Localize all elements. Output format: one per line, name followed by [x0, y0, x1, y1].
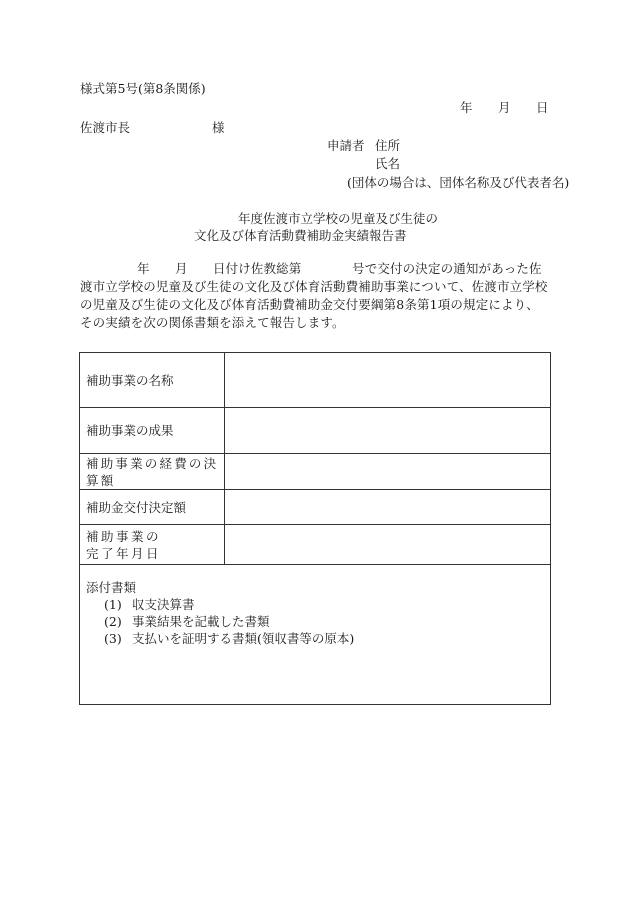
addressee: 佐渡市長	[80, 120, 131, 135]
date-day-label: 日	[536, 100, 549, 115]
row-label: 補助事業の経費の決算額	[80, 454, 225, 489]
row-label: 補助事業の成果	[80, 408, 225, 453]
attachment-number: (1)	[104, 597, 122, 612]
attachments-title: 添付書類	[86, 580, 137, 595]
table-row	[80, 408, 550, 454]
row-label: 補助事業の名称	[80, 353, 225, 407]
table-row	[80, 525, 550, 565]
title-line-1: 年度佐渡市立学校の児童及び生徒の	[238, 211, 439, 226]
form-number: 様式第5号(第8条関係)	[80, 81, 206, 96]
title-line-2: 文化及び体育活動費補助金実績報告書	[194, 228, 407, 243]
attachment-text: 支払いを証明する書類(領収書等の原本)	[132, 631, 355, 646]
list-item	[86, 613, 550, 630]
honorific: 様	[212, 120, 225, 135]
group-note: (団体の場合は、団体名称及び代表者名)	[347, 175, 570, 190]
attachment-text: 収支決算書	[132, 597, 195, 612]
row-value	[225, 454, 550, 489]
list-item	[86, 596, 550, 613]
applicant-label: 申請者	[327, 138, 365, 153]
attachment-number: (3)	[104, 631, 122, 646]
table-row	[80, 353, 550, 408]
name-label: 氏名	[375, 156, 401, 171]
row-value	[225, 525, 550, 564]
row-value	[225, 353, 550, 407]
table-row	[80, 454, 550, 490]
list-item	[86, 630, 550, 647]
attachments-section	[80, 565, 550, 704]
report-table	[79, 352, 551, 705]
row-label: 補助金交付決定額	[80, 490, 225, 524]
body-paragraph: 年 月 日付け佐教総第 号で交付の決定の通知があった佐渡市立学校の児童及び生徒の文化及び体育活動費補助事業について、佐渡市立学校の児童及び生徒の文化及び体育活動費補助金交付要綱第8条第1項の規定により、その実績を次の関係書類を添えて報告します。	[80, 261, 548, 330]
date-month-label: 月	[498, 100, 511, 115]
date-year-label: 年	[460, 100, 473, 115]
attachment-number: (2)	[104, 614, 122, 629]
attachment-text: 事業結果を記載した書類	[132, 614, 270, 629]
row-value	[225, 490, 550, 524]
row-value	[225, 408, 550, 453]
row-label: 補助事業の完了年月日	[80, 525, 225, 564]
table-row	[80, 490, 550, 525]
address-label: 住所	[375, 138, 401, 153]
